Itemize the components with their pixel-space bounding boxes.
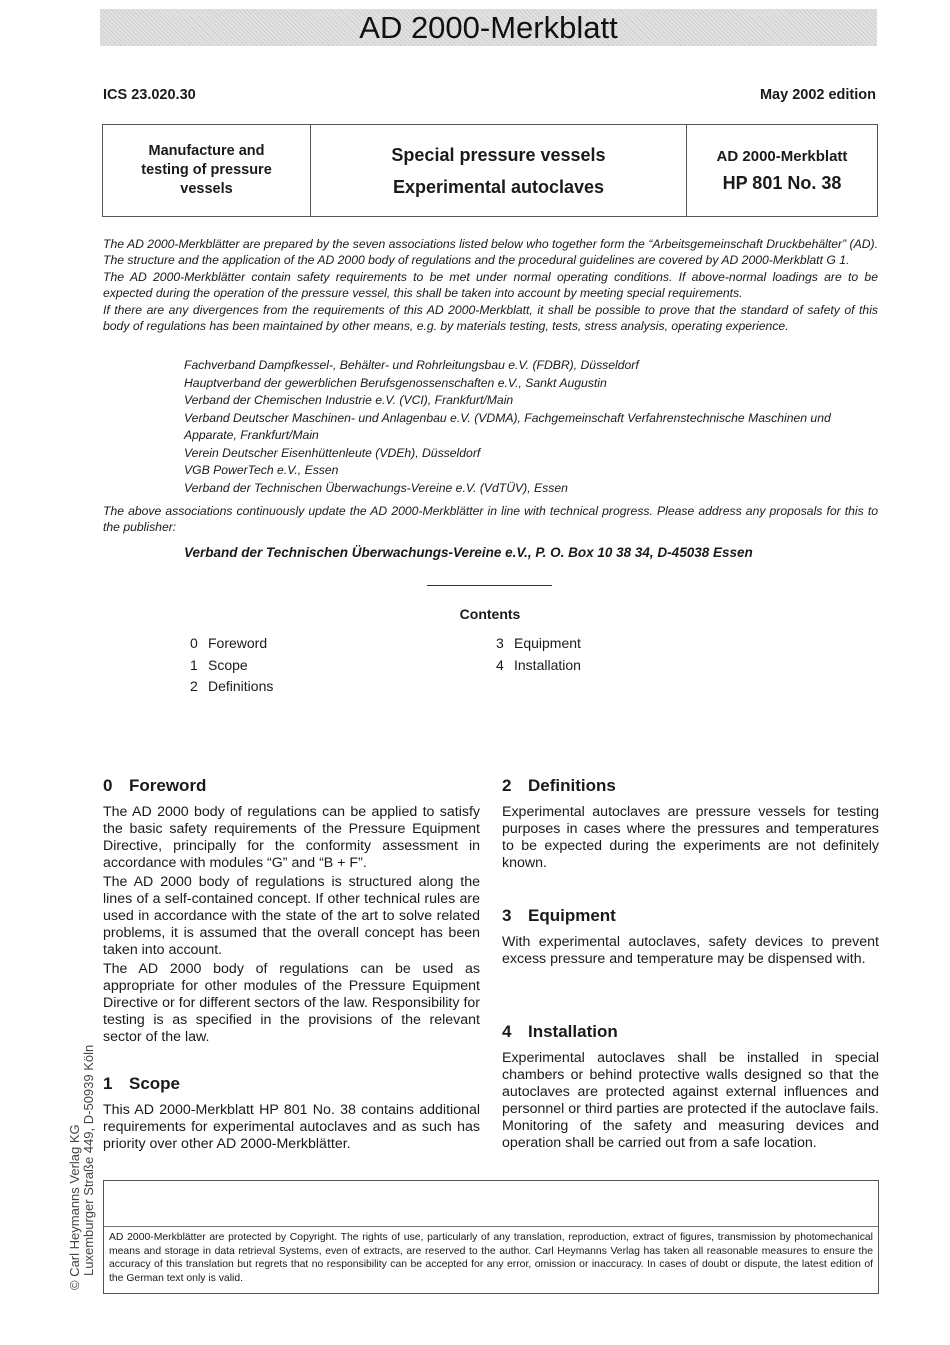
subject-line: Experimental autoclaves: [392, 176, 605, 197]
toc-number: 1: [190, 656, 198, 673]
section-title: Equipment: [528, 906, 616, 925]
section-number: 3: [502, 906, 512, 925]
paragraph: The AD 2000 body of regulations can be used as appropriate for other modules of the Pressure Equipment Directive or for different sectors of the law. Responsibility for testing is as specified in the provisions of the relevant sector of the law.: [103, 961, 480, 1045]
intro-paragraph: The AD 2000-Merkblätter contain safety requirements to be met under normal operating conditions. If above-normal loadings are to be expected during the operation of the pressure vessel, this shall be taken into account by meeting special requirements.: [103, 270, 878, 300]
title-box-number: [687, 125, 877, 216]
paragraph: The AD 2000 body of regulations can be applied to satisfy the basic safety requirements of the Pressure Equipment Directive, principally for the conformity assessment in accordance with modules “G” and “B + F”.: [103, 804, 480, 871]
toc-label: Equipment: [514, 635, 581, 651]
association-item: VGB PowerTech e.V., Essen: [184, 463, 339, 477]
paragraph: This AD 2000-Merkblatt HP 801 No. 38 contains additional requirements for experimental autoclaves and as such has priority over other AD 2000-Merkblätter.: [103, 1102, 480, 1152]
intro-paragraph: The AD 2000-Merkblätter are prepared by the seven associations listed below who together form the “Arbeitsgemeinschaft Druckbehälter” (AD). The structure and the application of the AD 2000 body of regulations and the procedural guidelines are covered by AD 2000-Merkblatt G 1.: [103, 237, 878, 267]
title-box-subject: [311, 125, 687, 216]
header-band: [100, 9, 877, 46]
section-foreword: [103, 777, 480, 1048]
section-title: Definitions: [528, 776, 616, 795]
association-item: Hauptverband der gewerblichen Berufsgenossenschaften e.V., Sankt Augustin: [184, 375, 607, 390]
subject-line: Special pressure vessels: [391, 144, 606, 165]
category-line: vessels: [180, 181, 233, 197]
section-title: Foreword: [129, 776, 207, 795]
toc-label: Definitions: [208, 678, 274, 694]
divider: [427, 585, 552, 586]
series-name: AD 2000-Merkblatt: [716, 147, 848, 165]
section-title: Installation: [528, 1022, 618, 1041]
toc-number: 2: [190, 678, 198, 694]
publisher-sidebar: [68, 1045, 96, 1290]
intro-closing: The above associations continuously update the AD 2000-Merkblätter in line with technical progress. Please address any proposals for this to the publisher:: [103, 504, 878, 534]
paragraph: With experimental autoclaves, safety devices to prevent excess pressure and temperature may be dispensed with.: [502, 934, 879, 967]
toc-item[interactable]: [190, 655, 273, 677]
section-heading: [103, 777, 480, 794]
toc-left: [190, 633, 273, 698]
toc-number: 3: [496, 635, 504, 651]
copyright-box: [103, 1180, 879, 1294]
band-title: AD 2000-Merkblatt: [359, 10, 618, 45]
toc-item[interactable]: [496, 633, 581, 655]
title-box-category: [103, 125, 311, 216]
section-heading: [103, 1075, 480, 1092]
publisher-name: © Carl Heymanns Verlag KG: [67, 1124, 82, 1290]
publisher-address-side: Luxemburger Straße 449, D-50939 Köln: [81, 1044, 96, 1276]
category-line: testing of pressure: [141, 162, 272, 178]
title-box: [102, 124, 878, 217]
intro-paragraph: If there are any divergences from the requirements of this AD 2000-Merkblatt, it shall be possible to prove that the standard of safety of this body of regulations has been maintained by other means, e.g. by materials testing, tests, stress analysis, operating experience.: [103, 303, 878, 333]
ics-code: ICS 23.020.30: [103, 87, 196, 103]
section-heading: [502, 907, 879, 924]
toc-number: 0: [190, 635, 198, 651]
copyright-text: AD 2000-Merkblätter are protected by Copyright. The rights of use, particularly of any translation, reproduction, extract of figures, transmission by photomechanical means and storage in data retrieval Systems, even of extracts, are reserved to the author. Carl Heymanns Verlag has taken all reasonable measures to ensure the accuracy of this translation but regrets that no responsibility can be accepted for any error, omission or inaccuracy. In cases of doubt or dispute, the latest edition of the German text only is valid.: [104, 1226, 878, 1289]
section-installation: [502, 1023, 879, 1154]
section-number: 0: [103, 776, 113, 795]
intro: [103, 237, 878, 336]
association-item: Fachverband Dampfkessel-, Behälter- und Rohrleitungsbau e.V. (FDBR), Düsseldorf: [184, 358, 639, 372]
section-number: 4: [502, 1022, 512, 1041]
category-line: Manufacture and: [148, 143, 265, 159]
toc-label: Foreword: [208, 635, 268, 651]
association-list: [184, 357, 878, 497]
toc-item[interactable]: [190, 633, 273, 655]
document-number: HP 801 No. 38: [722, 172, 842, 193]
publisher-address: Verband der Technischen Überwachungs-Vereine e.V., P. O. Box 10 38 34, D-45038 Essen: [184, 545, 753, 560]
section-equipment: [502, 907, 879, 970]
paragraph: The AD 2000 body of regulations is structured along the lines of a self-contained concept. If other technical rules are used in accordance with the state of the art to solve related problems, it is assumed that the overall concept has been taken into account.: [103, 874, 480, 958]
section-title: Scope: [129, 1074, 181, 1093]
section-definitions: [502, 777, 879, 874]
toc-number: 4: [496, 656, 504, 673]
section-heading: [502, 1023, 879, 1040]
toc-item[interactable]: [190, 676, 273, 698]
section-number: 1: [103, 1074, 113, 1093]
edition: May 2002 edition: [759, 87, 876, 103]
paragraph: Experimental autoclaves are pressure vessels for testing purposes in cases where the pressures and temperatures to be expected during the experiments are not definitely known.: [502, 804, 879, 871]
association-item: Verband Deutscher Maschinen- und Anlagenbau e.V. (VDMA), Fachgemeinschaft Verfahrenstechnische Maschinen und Apparate, Frankfurt/Main: [184, 410, 831, 442]
toc-right: [496, 633, 581, 676]
section-number: 2: [502, 776, 512, 795]
paragraph: Experimental autoclaves shall be installed in special chambers or behind protective walls designed so that the autoclaves are protected against external influences and personnel or third parties are protected if the autoclave fails. Monitoring of the safety and measuring devices and operation shall be carried out from a safe location.: [502, 1050, 879, 1151]
contents-title: Contents: [459, 606, 521, 622]
section-heading: [502, 777, 879, 794]
toc-label: Scope: [208, 656, 248, 673]
association-item: Verband der Technischen Überwachungs-Vereine e.V. (VdTÜV), Essen: [184, 480, 568, 495]
section-scope: [103, 1075, 480, 1155]
association-item: Verband der Chemischen Industrie e.V. (VCI), Frankfurt/Main: [184, 393, 514, 407]
toc-item[interactable]: [496, 655, 581, 677]
association-item: Verein Deutscher Eisenhüttenleute (VDEh), Düsseldorf: [184, 445, 481, 460]
toc-label: Installation: [514, 656, 581, 673]
